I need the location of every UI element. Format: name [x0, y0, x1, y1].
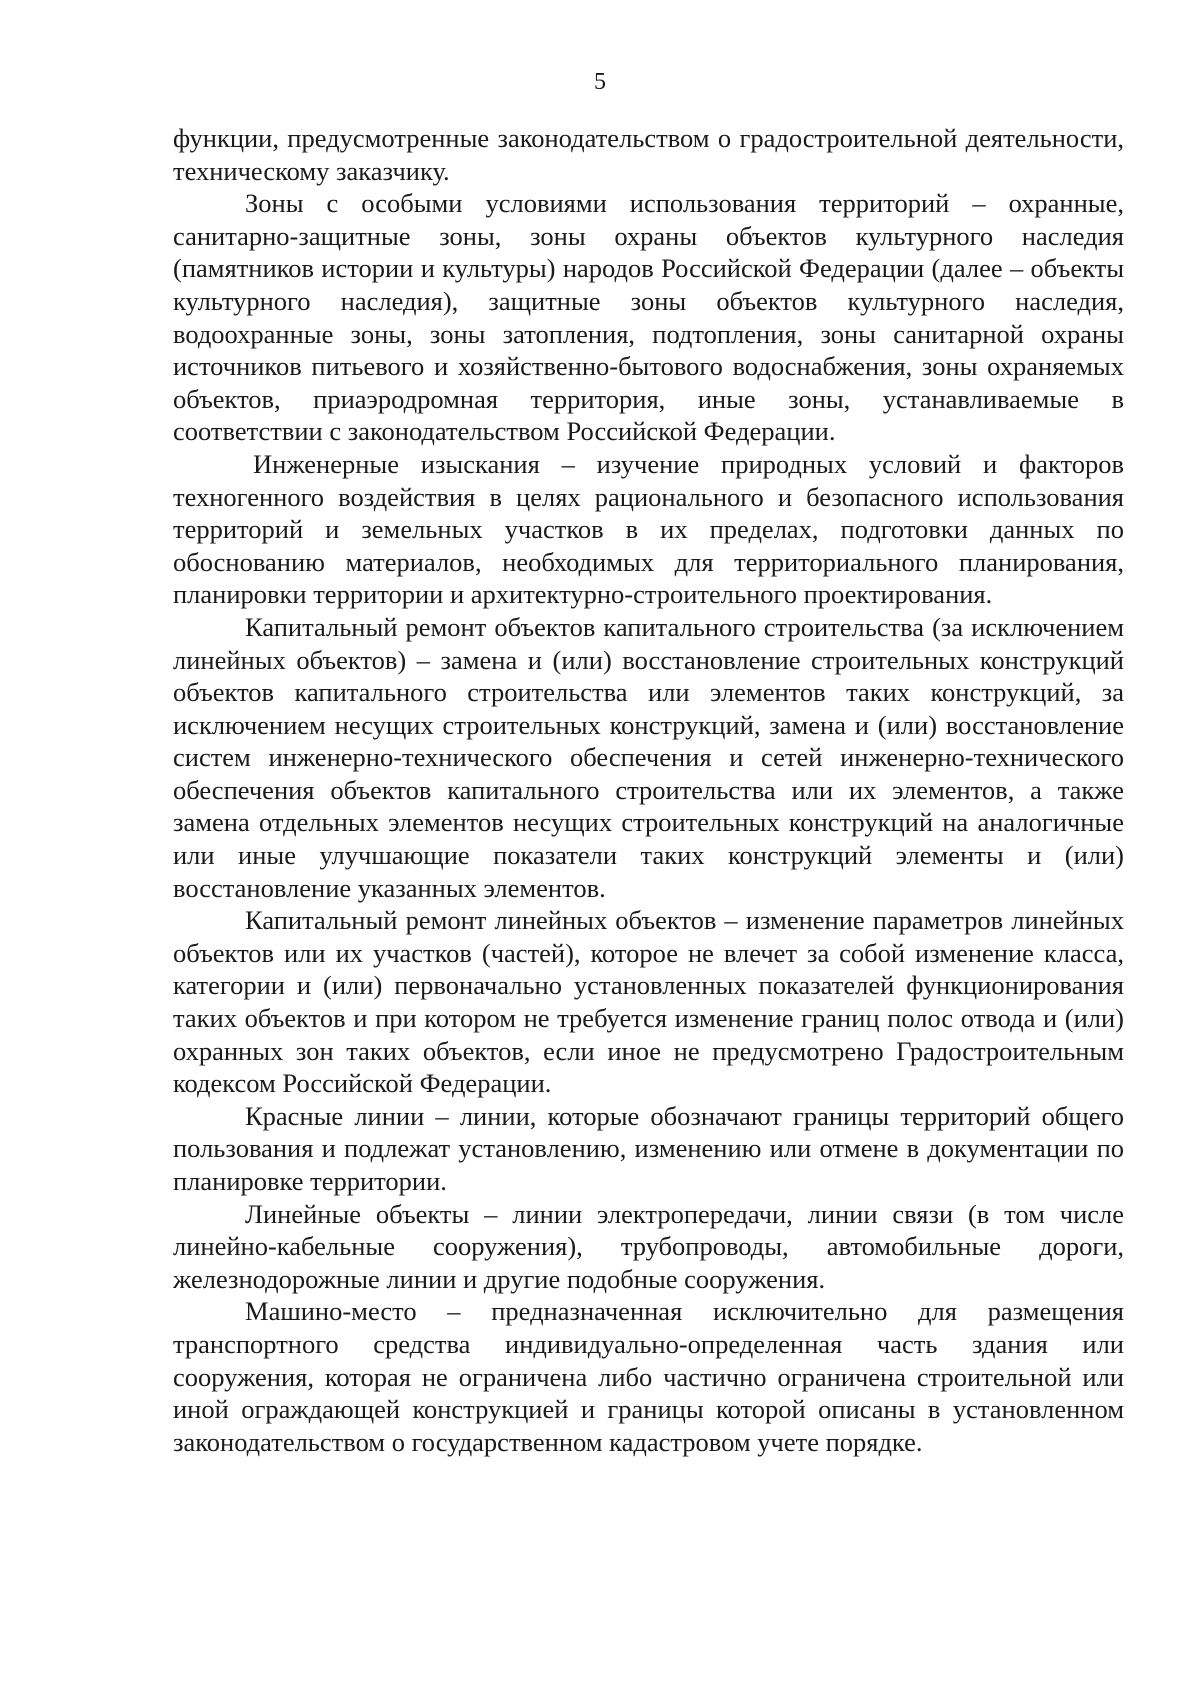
paragraph-parking-space: Машино-место – предназначенная исключительно для размещения транспортного средства индивидуально-определенная часть здания или сооружения, которая не ограничена либо частично ограничена строительной или иной ограждающей конструкцией и границы которой описаны в установленном законодательством о государственном кадастровом учете порядке.: [173, 1296, 1124, 1457]
paragraph-zones-special-conditions: Зоны с особыми условиями использования территорий – охранные, санитарно-защитные зоны, зоны охраны объектов культурного наследия (памятников истории и культуры) народов Российской Федерации (далее – объекты культурного наследия), защитные зоны объектов культурного наследия, водоохранные зоны, зоны затопления, подтопления, зоны санитарной охраны источников питьевого и хозяйственно-бытового водоснабжения, зоны охраняемых объектов, приаэродромная территория, иные зоны, устанавливаемые в соответствии с законодательством Российской Федерации.: [173, 188, 1124, 447]
page-number: 5: [594, 69, 606, 95]
paragraph-capital-repair-objects: Капитальный ремонт объектов капитального строительства (за исключением линейных объектов) – замена и (или) восстановление строительных конструкций объектов капитального строительства или элементов таких конструкций, за исключением несущих строительных конструкций, замена и (или) восстановление систем инженерно-технического обеспечения и сетей инженерно-технического обеспечения объектов капитального строительства или их элементов, а также замена отдельных элементов несущих строительных конструкций на аналогичные или иные улучшающие показатели таких конструкций элементы и (или) восстановление указанных элементов.: [173, 611, 1124, 903]
paragraph-capital-repair-linear: Капитальный ремонт линейных объектов – изменение параметров линейных объектов или их участков (частей), которое не влечет за собой изменение класса, категории и (или) первоначально установленных показателей функционирования таких объектов и при котором не требуется изменение границ полос отвода и (или) охранных зон таких объектов, если иное не предусмотрено Градостроительным кодексом Российской Федерации.: [173, 905, 1124, 1099]
document-body: [173, 122, 1124, 1458]
paragraph-red-lines: Красные линии – линии, которые обозначают границы территорий общего пользования и подлежат установлению, изменению или отмене в документации по планировке территории.: [173, 1100, 1124, 1196]
paragraph-continuation: функции, предусмотренные законодательством о градостроительной деятельности, техническому заказчику.: [173, 123, 1124, 186]
paragraph-linear-objects: Линейные объекты – линии электропередачи, линии связи (в том числе линейно-кабельные сооружения), трубопроводы, автомобильные дороги, железнодорожные линии и другие подобные сооружения.: [173, 1198, 1124, 1294]
paragraph-engineering-surveys: Инженерные изыскания – изучение природных условий и факторов техногенного воздействия в целях рационального и безопасного использования территорий и земельных участков в их пределах, подготовки данных по обоснованию материалов, необходимых для территориального планирования, планировки территории и архитектурно-строительного проектирования.: [173, 448, 1124, 610]
